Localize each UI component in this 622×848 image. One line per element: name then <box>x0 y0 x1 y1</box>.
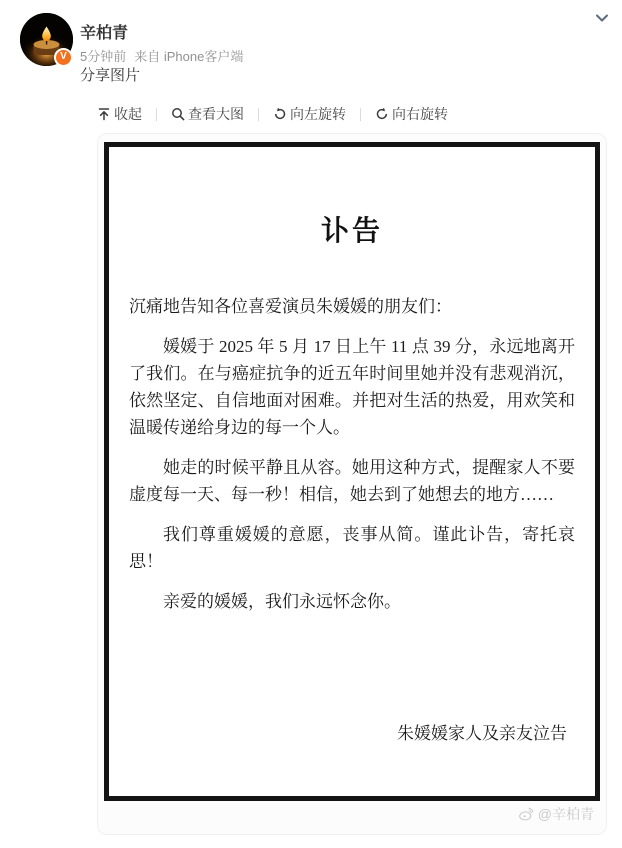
magnifier-icon <box>171 107 185 121</box>
post-image[interactable] <box>97 133 607 835</box>
weibo-logo-icon <box>518 807 534 821</box>
obituary-paragraph: 媛媛于 2025 年 5 月 17 日上午 11 点 39 分，永远地离开了我们。在与癌症抗争的近五年时间里她并没有悲观消沉，依然坚定、自信地面对困难。并把对生活的热爱，用欢笑和温暖传递给身边的每一个人。 <box>129 337 575 437</box>
post-time: 5分钟前 <box>80 49 127 64</box>
watermark-text: @辛柏青 <box>537 806 594 822</box>
obituary-paragraph: 她走的时候平静且从容。她用这种方式，提醒家人不要虚度每一天、每一秒！相信，她去到了她想去的地方…… <box>129 458 575 504</box>
obituary-paper <box>104 142 600 801</box>
post-meta <box>80 46 243 65</box>
collapse-label: 收起 <box>114 106 142 122</box>
rotate-right-button[interactable] <box>375 104 448 124</box>
view-large-image-button[interactable] <box>171 104 244 124</box>
toolbar-divider <box>258 108 259 121</box>
rotate-right-icon <box>375 107 389 121</box>
post-text: 分享图片 <box>80 67 141 84</box>
image-watermark <box>518 804 594 824</box>
obituary-paragraph: 我们尊重媛媛的意愿，丧事从简。谨此讣告，寄托哀思！ <box>129 525 575 571</box>
rotate-left-button[interactable] <box>273 104 346 124</box>
rotate-right-label: 向右旋转 <box>392 106 448 122</box>
toolbar-divider <box>360 108 361 121</box>
post-source[interactable]: 来自 iPhone客户端 <box>134 49 244 64</box>
collapse-button[interactable] <box>97 104 142 124</box>
obituary-paragraph: 沉痛地告知各位喜爱演员朱媛媛的朋友们： <box>129 297 452 316</box>
image-toolbar <box>97 101 448 127</box>
username[interactable]: 辛柏青 <box>80 25 129 42</box>
obituary-signature: 朱媛媛家人及亲友泣告 <box>397 724 567 743</box>
rotate-left-label: 向左旋转 <box>290 106 346 122</box>
toolbar-divider <box>156 108 157 121</box>
verified-badge-icon[interactable]: V <box>54 48 73 67</box>
obituary-paragraph: 亲爱的媛媛，我们永远怀念你。 <box>163 592 401 611</box>
obituary-title: 讣告 <box>320 216 383 247</box>
chevron-down-icon[interactable] <box>589 5 615 31</box>
collapse-icon <box>97 107 111 121</box>
view-large-image-label: 查看大图 <box>188 106 244 122</box>
rotate-left-icon <box>273 107 287 121</box>
